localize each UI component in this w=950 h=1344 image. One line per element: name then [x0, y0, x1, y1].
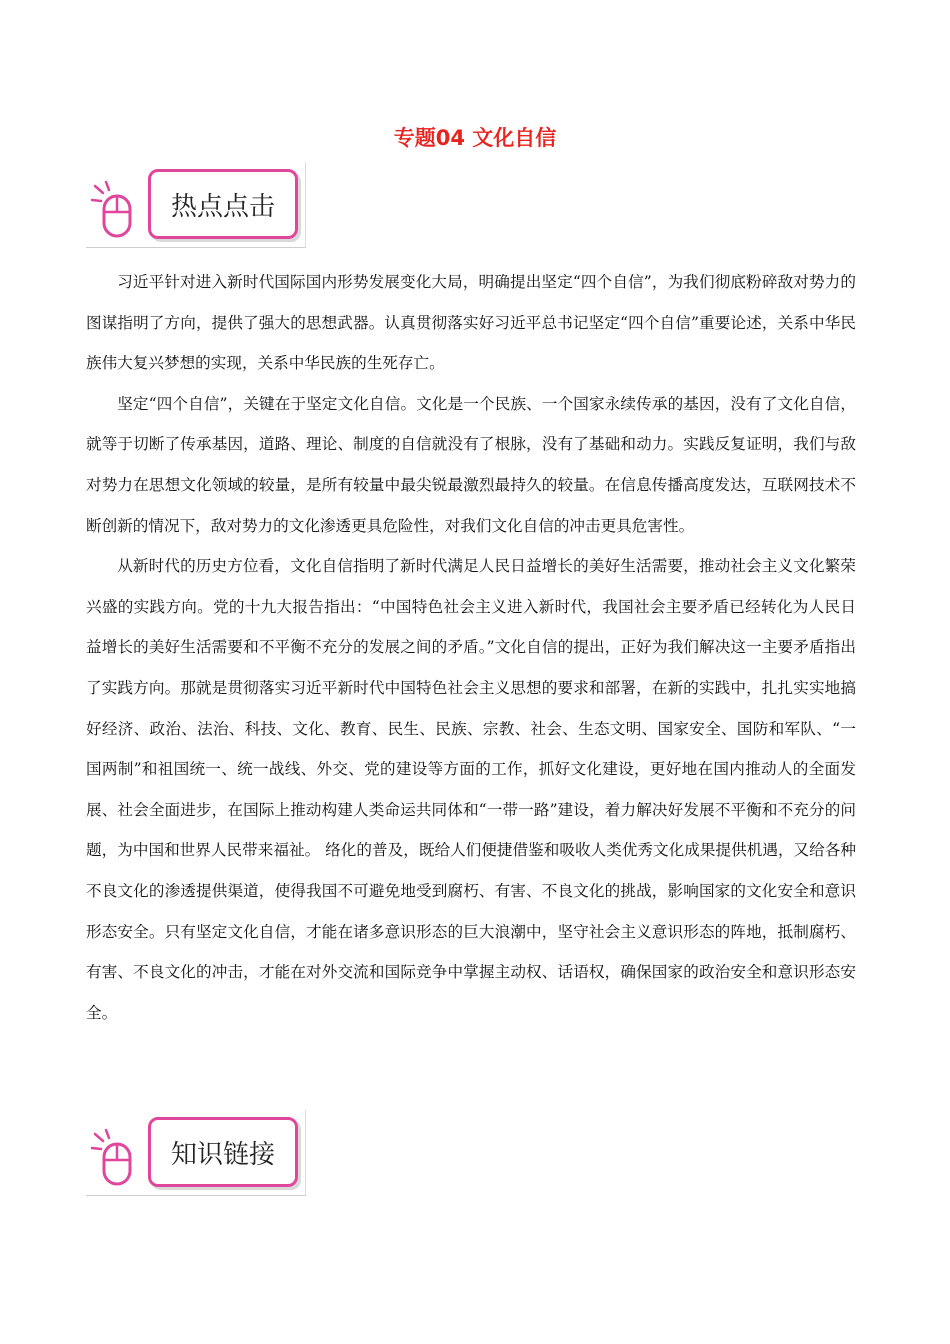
paragraph: 习近平针对进入新时代国际国内形势发展变化大局，明确提出坚定“四个自信”，为我们彻底粉碎敌对势力的图谋指明了方向，提供了强大的思想武器。认真贯彻落实好习近平总书记坚定“四个自信”重要论述，关系中华民族伟大复兴梦想的实现，关系中华民族的生死存亡。 [86, 273, 856, 373]
section-header-knowledge-links [86, 1110, 306, 1196]
divider [305, 1110, 306, 1196]
mouse-click-icon [90, 180, 142, 242]
paragraph: 从新时代的历史方位看，文化自信指明了新时代满足人民日益增长的美好生活需要，推动社会主义文化繁荣兴盛的实践方向。党的十九大报告指出：“中国特色社会主义进入新时代，我国社会主要矛盾已经转化为人民日益增长的美好生活需要和不平衡不充分的发展之间的矛盾。”文化自信的提出，正好为我们解决这一主要矛盾指出了实践方向。那就是贯彻落实习近平新时代中国特色社会主义思想的要求和部署，在新的实践中，扎扎实实地搞好经济、政治、法治、科技、文化、教育、民生、民族、宗教、社会、生态文明、国家安全、国防和军队、“一国两制”和祖国统一、统一战线、外交、党的建设等方面的工作，抓好文化建设，更好地在国内推动人的全面发展、社会全面进步，在国际上推动构建人类命运共同体和“一带一路”建设，着力解决好发展不平衡和不充分的问题，为中国和世界人民带来福祉。 络化的普及，既给人们便捷借鉴和吸收人类优秀文化成果提供机遇，又给各种不良文化的渗透提供渠道，使得我国不可避免地受到腐朽、有害、不良文化的挑战，影响国家的文化安全和意识形态安全。只有坚定文化自信，才能在诸多意识形态的巨大浪潮中，坚守社会主义意识形态的阵地，抵制腐朽、有害、不良文化的冲击，才能在对外交流和国际竞争中掌握主动权、话语权，确保国家的政治安全和意识形态安全。 [86, 557, 856, 1022]
article-body [86, 262, 856, 1033]
section-heading-label: 知识链接 [148, 1117, 298, 1187]
section-header-hot-topics [86, 162, 306, 248]
paragraph: 坚定“四个自信”，关键在于坚定文化自信。文化是一个民族、一个国家永续传承的基因，没有了文化自信，就等于切断了传承基因，道路、理论、制度的自信就没有了根脉，没有了基础和动力。实践反复证明，我们与敌对势力在思想文化领域的较量，是所有较量中最尖锐最激烈最持久的较量。在信息传播高度发达，互联网技术不断创新的情况下，敌对势力的文化渗透更具危险性，对我们文化自信的冲击更具危害性。 [86, 394, 856, 535]
divider [86, 247, 306, 248]
divider [86, 1195, 306, 1196]
page-title: 专题04 文化自信 [393, 126, 557, 150]
mouse-click-icon [90, 1128, 142, 1190]
divider [305, 162, 306, 248]
section-heading-label: 热点点击 [148, 169, 298, 239]
